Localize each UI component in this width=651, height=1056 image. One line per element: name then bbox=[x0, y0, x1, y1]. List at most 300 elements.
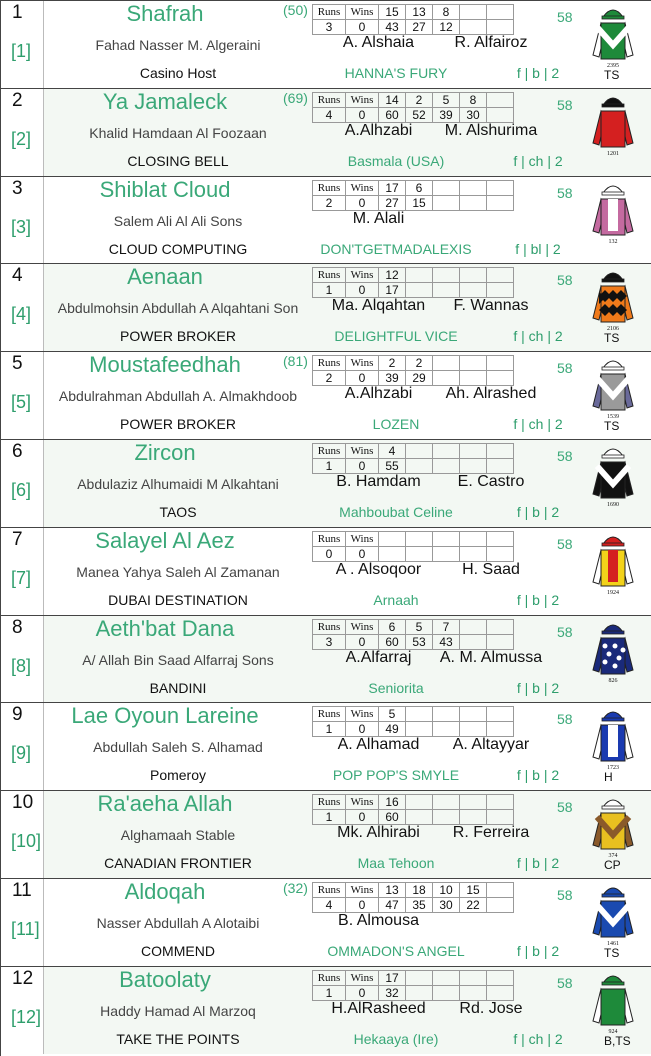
wins-label: Wins bbox=[346, 180, 379, 195]
form-table bbox=[312, 443, 514, 474]
wins-value: 0 bbox=[346, 371, 379, 386]
trainer-name: F. Wannas bbox=[453, 297, 529, 315]
form-table bbox=[312, 619, 514, 650]
svg-text:2106: 2106 bbox=[607, 326, 619, 333]
form-position-cell: 16 bbox=[379, 795, 406, 810]
form-rating-cell: 22 bbox=[460, 898, 487, 913]
form-rating-cell bbox=[460, 985, 487, 1000]
form-position-cell: 15 bbox=[460, 883, 487, 898]
runner-row bbox=[1, 263, 651, 351]
jockey-name: A.Alhzabi bbox=[344, 385, 413, 403]
form-position-cell: 8 bbox=[433, 5, 460, 20]
horse-rating: (50) bbox=[283, 2, 308, 18]
form-rating-cell: 12 bbox=[433, 20, 460, 35]
horse-name[interactable]: Salayel Al Aez bbox=[95, 527, 235, 553]
form-rating-cell bbox=[460, 195, 487, 210]
form-table bbox=[312, 4, 514, 35]
sire-name: CLOUD COMPUTING bbox=[108, 240, 248, 257]
wins-label: Wins bbox=[346, 92, 379, 107]
form-table bbox=[312, 531, 514, 562]
form-rating-cell bbox=[487, 107, 514, 122]
horse-name[interactable]: Zircon bbox=[134, 440, 196, 465]
wins-value: 0 bbox=[346, 985, 379, 1000]
form-rating-cell bbox=[487, 20, 514, 35]
owner-name: Khalid Hamdaan Al Foozaan bbox=[89, 124, 267, 141]
runner-row bbox=[1, 439, 651, 527]
runs-value: 3 bbox=[313, 634, 346, 649]
form-rating-cell: 15 bbox=[406, 195, 433, 210]
horse-name[interactable]: Shiblat Cloud bbox=[99, 176, 231, 202]
medication-code: TS bbox=[604, 68, 620, 82]
equipment: f | ch | 2 bbox=[513, 328, 563, 345]
form-rating-cell: 27 bbox=[379, 195, 406, 210]
runner-row bbox=[1, 527, 651, 615]
trainer-name: H. Saad bbox=[462, 560, 520, 578]
form-rating-cell bbox=[487, 195, 514, 210]
runs-value: 1 bbox=[313, 722, 346, 737]
form-position-cell bbox=[433, 180, 460, 195]
jockey-name: Mk. Alhirabi bbox=[337, 824, 420, 842]
form-position-cell bbox=[406, 707, 433, 722]
form-position-cell: 10 bbox=[433, 883, 460, 898]
owner-name: Salem Ali Al Ali Sons bbox=[113, 212, 243, 229]
weight: 58 bbox=[557, 887, 573, 903]
form-rating-cell bbox=[460, 810, 487, 825]
draw-number: [3] bbox=[11, 216, 32, 237]
form-position-cell bbox=[487, 268, 514, 283]
dam-name: Arnaah bbox=[373, 591, 419, 608]
form-position-cell: 5 bbox=[379, 707, 406, 722]
form-position-cell bbox=[406, 970, 433, 985]
runner-number-column bbox=[1, 177, 44, 264]
runs-label: Runs bbox=[313, 92, 346, 107]
owner-name: Abdullah Saleh S. Alhamad bbox=[93, 739, 263, 756]
runner-row bbox=[1, 966, 651, 1054]
form-position-cell bbox=[487, 707, 514, 722]
saddle-number: 6 bbox=[12, 441, 23, 462]
form-rating-cell: 60 bbox=[379, 107, 406, 122]
form-position-cell: 18 bbox=[406, 883, 433, 898]
form-rating-cell bbox=[433, 459, 460, 474]
runs-label: Runs bbox=[313, 5, 346, 20]
form-position-cell: 2 bbox=[379, 356, 406, 371]
runner-row bbox=[1, 176, 651, 264]
jockey-name: Ma. Alqahtan bbox=[331, 297, 426, 315]
runs-value: 2 bbox=[313, 195, 346, 210]
form-rating-cell bbox=[433, 810, 460, 825]
form-position-cell bbox=[487, 5, 514, 20]
svg-text:1461: 1461 bbox=[607, 941, 619, 947]
form-rating-cell bbox=[433, 722, 460, 737]
form-position-cell: 13 bbox=[406, 5, 433, 20]
form-rating-cell bbox=[379, 546, 406, 561]
dam-name: HANNA'S FURY bbox=[344, 65, 448, 81]
form-rating-cell: 53 bbox=[406, 634, 433, 649]
wins-value: 0 bbox=[346, 722, 379, 737]
form-position-cell bbox=[487, 970, 514, 985]
form-position-cell bbox=[487, 531, 514, 546]
equipment: f | bl | 2 bbox=[515, 240, 561, 257]
runs-value: 1 bbox=[313, 985, 346, 1000]
sire-name: CANADIAN FRONTIER bbox=[104, 855, 252, 872]
dam-name: DELIGHTFUL VICE bbox=[334, 328, 458, 345]
form-position-cell bbox=[406, 444, 433, 459]
owner-name: Alghamaah Stable bbox=[120, 827, 236, 844]
form-position-cell bbox=[379, 531, 406, 546]
form-rating-cell bbox=[487, 371, 514, 386]
horse-name[interactable]: Ya Jamaleck bbox=[102, 88, 228, 114]
sire-name: POWER BROKER bbox=[120, 328, 236, 345]
equipment: f | b | 2 bbox=[516, 591, 560, 608]
form-position-cell: 5 bbox=[433, 92, 460, 107]
form-table bbox=[312, 794, 514, 825]
form-position-cell: 2 bbox=[406, 356, 433, 371]
wins-label: Wins bbox=[346, 5, 379, 20]
form-rating-cell bbox=[406, 283, 433, 298]
form-position-cell: 12 bbox=[379, 268, 406, 283]
form-rating-cell bbox=[433, 546, 460, 561]
dam-name: Maa Tehoon bbox=[357, 855, 435, 872]
form-position-cell bbox=[433, 268, 460, 283]
weight: 58 bbox=[557, 272, 573, 289]
form-position-cell: 15 bbox=[379, 5, 406, 20]
medication-code: TS bbox=[604, 419, 620, 434]
form-rating-cell: 52 bbox=[406, 107, 433, 122]
runs-label: Runs bbox=[313, 707, 346, 722]
medication-code: B,TS bbox=[604, 1033, 631, 1048]
horse-name[interactable]: Batoolaty bbox=[119, 966, 211, 992]
form-position-cell bbox=[433, 795, 460, 810]
wins-value: 0 bbox=[346, 898, 379, 913]
form-rating-cell: 60 bbox=[379, 810, 406, 825]
equipment: f | b | 2 bbox=[516, 504, 560, 520]
form-position-cell bbox=[433, 707, 460, 722]
jockey-name: A.Alhzabi bbox=[344, 121, 413, 139]
saddle-number: 4 bbox=[12, 265, 23, 287]
form-position-cell bbox=[487, 444, 514, 459]
owner-name: Abdulaziz Alhumaidi M Alkahtani bbox=[77, 476, 279, 492]
saddle-number: 7 bbox=[12, 528, 23, 550]
runs-label: Runs bbox=[313, 970, 346, 985]
form-rating-cell: 32 bbox=[379, 985, 406, 1000]
form-position-cell bbox=[460, 531, 487, 546]
saddle-number: 8 bbox=[12, 616, 23, 638]
svg-text:1924: 1924 bbox=[607, 589, 619, 596]
draw-number: [7] bbox=[11, 567, 32, 588]
runner-number-column bbox=[1, 616, 44, 703]
trainer-name: Ah. Alrashed bbox=[445, 385, 537, 403]
draw-number: [10] bbox=[11, 831, 42, 852]
jockey-silks-icon bbox=[591, 971, 635, 1035]
horse-name[interactable]: Moustafeedhah bbox=[89, 352, 241, 378]
wins-value: 0 bbox=[346, 634, 379, 649]
runs-label: Runs bbox=[313, 619, 346, 634]
jockey-name: A.Alfarraj bbox=[345, 648, 412, 666]
form-position-cell: 2 bbox=[406, 92, 433, 107]
form-position-cell: 5 bbox=[406, 619, 433, 634]
runs-value: 2 bbox=[313, 371, 346, 386]
equipment: f | b | 2 bbox=[516, 943, 560, 959]
runner-row bbox=[1, 790, 651, 878]
form-rating-cell: 29 bbox=[406, 371, 433, 386]
form-position-cell: 13 bbox=[379, 883, 406, 898]
saddle-number: 10 bbox=[12, 792, 34, 814]
jockey-name: A. Alshaia bbox=[342, 34, 415, 51]
form-rating-cell bbox=[460, 546, 487, 561]
draw-number: [8] bbox=[11, 655, 32, 676]
form-table bbox=[312, 267, 514, 298]
owner-name: A/ Allah Bin Saad Alfarraj Sons bbox=[82, 651, 274, 668]
form-rating-cell bbox=[487, 634, 514, 649]
runs-label: Runs bbox=[313, 531, 346, 546]
jockey-name: A. Alhamad bbox=[337, 736, 420, 754]
wins-label: Wins bbox=[346, 970, 379, 985]
form-rating-cell bbox=[406, 722, 433, 737]
svg-text:826: 826 bbox=[608, 677, 618, 684]
trainer-name: A. Altayyar bbox=[452, 736, 530, 754]
horse-name[interactable]: Shafrah bbox=[126, 1, 204, 26]
trainer-name: M. Alshurima bbox=[444, 121, 538, 139]
wins-value: 0 bbox=[346, 20, 379, 35]
weight: 58 bbox=[557, 184, 573, 201]
runs-value: 1 bbox=[313, 459, 346, 474]
svg-text:132: 132 bbox=[608, 238, 618, 245]
form-rating-cell: 47 bbox=[379, 898, 406, 913]
form-position-cell: 17 bbox=[379, 180, 406, 195]
form-rating-cell: 55 bbox=[379, 459, 406, 474]
saddle-number: 12 bbox=[12, 967, 34, 989]
form-position-cell: 7 bbox=[433, 619, 460, 634]
runs-value: 4 bbox=[313, 107, 346, 122]
saddle-number: 5 bbox=[12, 353, 23, 375]
sire-name: TAOS bbox=[159, 504, 197, 520]
form-rating-cell bbox=[406, 985, 433, 1000]
runner-number-column bbox=[1, 352, 44, 439]
wins-label: Wins bbox=[346, 883, 379, 898]
form-rating-cell: 30 bbox=[433, 898, 460, 913]
weight: 58 bbox=[557, 448, 573, 464]
form-position-cell bbox=[460, 970, 487, 985]
runner-row bbox=[1, 615, 651, 703]
form-table bbox=[312, 970, 514, 1001]
equipment: f | b | 2 bbox=[516, 855, 560, 872]
svg-text:924: 924 bbox=[608, 1028, 618, 1035]
horse-name[interactable]: Aeth'bat Dana bbox=[95, 615, 235, 641]
dam-name: Seniorita bbox=[368, 679, 424, 696]
trainer-name: R. Ferreira bbox=[452, 824, 530, 842]
jockey-silks-icon bbox=[591, 707, 635, 771]
form-position-cell bbox=[487, 795, 514, 810]
form-position-cell bbox=[433, 970, 460, 985]
runner-row bbox=[1, 702, 651, 790]
form-rating-cell bbox=[433, 283, 460, 298]
jockey-name: B. Hamdam bbox=[336, 473, 421, 490]
runs-value: 1 bbox=[313, 810, 346, 825]
trainer-name: R. Alfairoz bbox=[454, 34, 528, 51]
form-rating-cell bbox=[487, 722, 514, 737]
sire-name: DUBAI DESTINATION bbox=[108, 591, 248, 608]
form-table bbox=[312, 882, 514, 913]
form-rating-cell: 35 bbox=[406, 898, 433, 913]
runner-number-column bbox=[1, 879, 44, 966]
form-rating-cell bbox=[487, 459, 514, 474]
form-position-cell bbox=[460, 5, 487, 20]
form-position-cell: 14 bbox=[379, 92, 406, 107]
dam-name: POP POP'S SMYLE bbox=[332, 767, 460, 784]
wins-value: 0 bbox=[346, 459, 379, 474]
form-rating-cell: 39 bbox=[379, 371, 406, 386]
weight: 58 bbox=[557, 799, 573, 816]
dam-name: OMMADON'S ANGEL bbox=[327, 943, 465, 959]
form-rating-cell bbox=[460, 722, 487, 737]
runner-number-column bbox=[1, 89, 44, 176]
runs-label: Runs bbox=[313, 795, 346, 810]
form-rating-cell bbox=[406, 459, 433, 474]
dam-name: Mahboubat Celine bbox=[339, 504, 453, 520]
equipment: f | ch | 2 bbox=[513, 152, 563, 169]
form-rating-cell: 39 bbox=[433, 107, 460, 122]
runner-number-column bbox=[1, 1, 44, 88]
form-rating-cell: 17 bbox=[379, 283, 406, 298]
jockey-silks-icon bbox=[591, 268, 635, 332]
medication-code: H bbox=[604, 770, 613, 785]
medication-code: CP bbox=[604, 858, 621, 873]
sire-name: Pomeroy bbox=[149, 767, 207, 784]
form-position-cell bbox=[433, 356, 460, 371]
svg-text:1539: 1539 bbox=[607, 414, 619, 421]
form-position-cell bbox=[460, 356, 487, 371]
weight: 58 bbox=[557, 96, 573, 113]
saddle-number: 9 bbox=[12, 704, 23, 726]
runner-number-column bbox=[1, 967, 44, 1054]
jockey-silks-icon bbox=[591, 883, 635, 947]
horse-name[interactable]: Ra'aeha Allah bbox=[97, 791, 233, 817]
form-position-cell bbox=[487, 92, 514, 107]
horse-name[interactable]: Lae Oyoun Lareine bbox=[71, 703, 259, 729]
svg-text:1201: 1201 bbox=[607, 150, 619, 157]
owner-name: Fahad Nasser M. Algeraini bbox=[95, 37, 261, 53]
runs-value: 4 bbox=[313, 898, 346, 913]
weight: 58 bbox=[557, 535, 573, 552]
form-rating-cell: 43 bbox=[379, 20, 406, 35]
jockey-silks-icon bbox=[591, 620, 635, 684]
form-table bbox=[312, 706, 514, 737]
jockey-name: M. Alali bbox=[352, 209, 405, 227]
form-position-cell: 8 bbox=[460, 92, 487, 107]
runs-label: Runs bbox=[313, 444, 346, 459]
equipment: f | b | 2 bbox=[516, 767, 560, 784]
draw-number: [4] bbox=[11, 304, 32, 325]
horse-rating: (81) bbox=[283, 353, 308, 370]
wins-value: 0 bbox=[346, 810, 379, 825]
svg-text:1723: 1723 bbox=[607, 765, 619, 772]
form-position-cell bbox=[406, 268, 433, 283]
wins-value: 0 bbox=[346, 195, 379, 210]
svg-text:374: 374 bbox=[608, 853, 618, 860]
form-table bbox=[312, 180, 514, 211]
form-rating-cell bbox=[487, 283, 514, 298]
form-rating-cell: 60 bbox=[379, 634, 406, 649]
sire-name: BANDINI bbox=[149, 679, 207, 696]
draw-number: [9] bbox=[11, 743, 32, 764]
weight: 58 bbox=[557, 360, 573, 377]
wins-label: Wins bbox=[346, 356, 379, 371]
horse-name[interactable]: Aenaan bbox=[127, 264, 203, 290]
wins-label: Wins bbox=[346, 531, 379, 546]
jockey-name: H.AlRasheed bbox=[331, 999, 426, 1017]
form-position-cell bbox=[433, 531, 460, 546]
wins-label: Wins bbox=[346, 444, 379, 459]
wins-value: 0 bbox=[346, 546, 379, 561]
form-position-cell bbox=[487, 180, 514, 195]
form-position-cell bbox=[460, 795, 487, 810]
form-rating-cell bbox=[460, 634, 487, 649]
horse-name[interactable]: Aldoqah bbox=[124, 879, 206, 904]
form-position-cell bbox=[460, 444, 487, 459]
runs-value: 0 bbox=[313, 546, 346, 561]
form-rating-cell: 43 bbox=[433, 634, 460, 649]
draw-number: [11] bbox=[11, 919, 40, 939]
form-position-cell: 6 bbox=[379, 619, 406, 634]
jockey-silks-icon bbox=[591, 5, 635, 69]
horse-rating: (69) bbox=[283, 89, 308, 106]
equipment: f | b | 2 bbox=[516, 679, 560, 696]
runner-number-column bbox=[1, 703, 44, 790]
form-rating-cell bbox=[433, 985, 460, 1000]
draw-number: [12] bbox=[11, 1006, 42, 1027]
owner-name: Nasser Abdullah A Alotaibi bbox=[96, 915, 260, 931]
wins-label: Wins bbox=[346, 707, 379, 722]
jockey-silks-icon bbox=[591, 795, 635, 859]
form-table bbox=[312, 355, 514, 386]
runs-label: Runs bbox=[313, 268, 346, 283]
weight: 58 bbox=[557, 974, 573, 991]
equipment: f | ch | 2 bbox=[513, 416, 563, 433]
sire-name: Casino Host bbox=[139, 65, 217, 81]
horse-rating: (32) bbox=[283, 880, 308, 896]
runner-number-column bbox=[1, 528, 44, 615]
form-rating-cell bbox=[460, 371, 487, 386]
saddle-number: 2 bbox=[12, 89, 23, 111]
form-rating-cell bbox=[433, 371, 460, 386]
weight: 58 bbox=[557, 623, 573, 640]
form-table bbox=[312, 92, 514, 123]
form-position-cell bbox=[487, 883, 514, 898]
runner-number-column bbox=[1, 264, 44, 351]
saddle-number: 1 bbox=[12, 2, 23, 23]
form-rating-cell bbox=[487, 898, 514, 913]
owner-name: Abdulrahman Abdullah A. Almakhdoob bbox=[58, 388, 298, 405]
form-position-cell bbox=[460, 180, 487, 195]
trainer-name: E. Castro bbox=[457, 473, 525, 490]
form-rating-cell bbox=[433, 195, 460, 210]
runs-value: 3 bbox=[313, 20, 346, 35]
form-rating-cell bbox=[406, 546, 433, 561]
form-rating-cell bbox=[460, 459, 487, 474]
form-position-cell: 4 bbox=[379, 444, 406, 459]
runner-row bbox=[1, 0, 651, 88]
form-position-cell bbox=[433, 444, 460, 459]
svg-text:1690: 1690 bbox=[607, 502, 619, 508]
form-rating-cell bbox=[487, 810, 514, 825]
jockey-silks-icon bbox=[591, 181, 635, 245]
form-position-cell bbox=[406, 531, 433, 546]
form-position-cell bbox=[460, 707, 487, 722]
form-rating-cell bbox=[460, 20, 487, 35]
owner-name: Abdulmohsin Abdullah A Alqahtani Son bbox=[57, 300, 299, 317]
form-position-cell bbox=[487, 356, 514, 371]
owner-name: Manea Yahya Saleh Al Zamanan bbox=[76, 563, 280, 580]
